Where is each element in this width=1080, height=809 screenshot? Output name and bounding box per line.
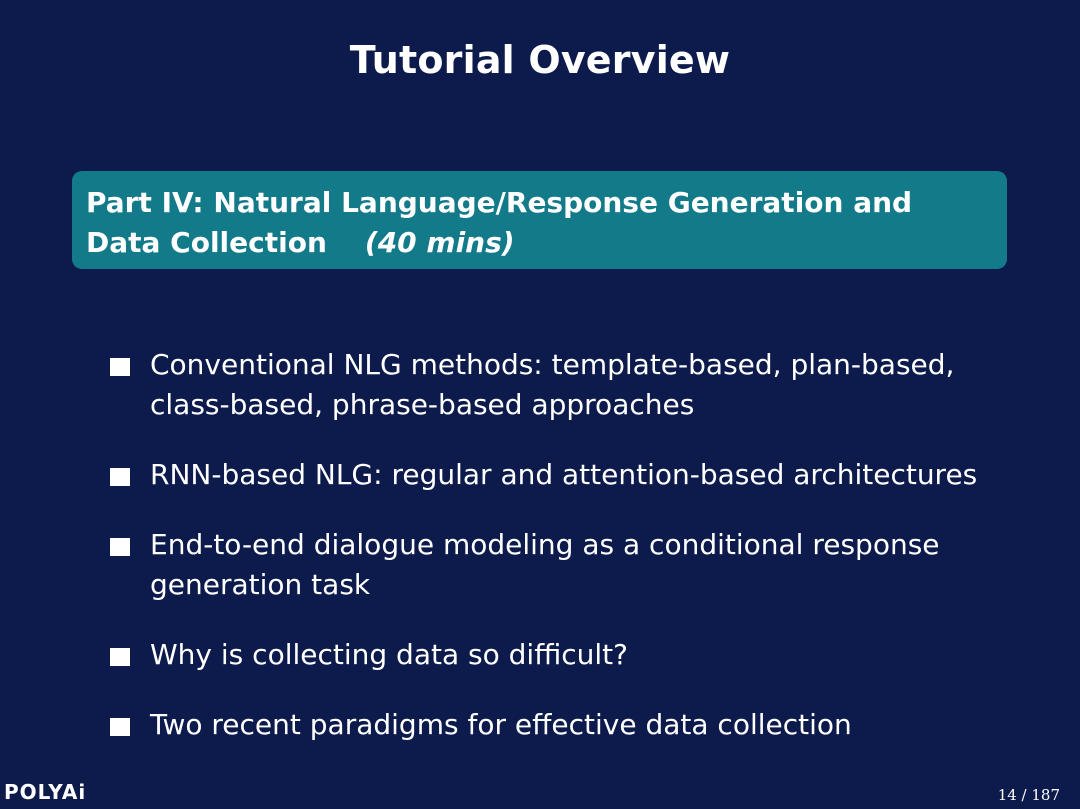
part-box (72, 171, 1007, 269)
bullet-text: Why is collecting data so difficult? (150, 638, 629, 671)
page-number: 14 / 187 (997, 786, 1060, 804)
slide-title: Tutorial Overview (349, 38, 731, 82)
bullet-item (110, 705, 1010, 745)
square-bullet-icon (110, 648, 130, 666)
square-bullet-icon (110, 468, 130, 486)
square-bullet-icon (110, 538, 130, 556)
part-heading: Part IV: Natural Language/Response Generation and Data Collection (86, 186, 913, 259)
part-duration: (40 mins) (364, 226, 515, 259)
polyai-logo: POLYAi (4, 780, 87, 804)
bullet-text: RNN-based NLG: regular and attention-based architectures (150, 458, 978, 491)
bullet-item (110, 345, 1010, 425)
square-bullet-icon (110, 358, 130, 376)
bullet-item (110, 525, 1010, 605)
bullet-text: Conventional NLG methods: template-based, plan-based, class-based, phrase-based approaches (150, 348, 955, 421)
bullet-list (110, 345, 1010, 775)
square-bullet-icon (110, 718, 130, 736)
bullet-text: End-to-end dialogue modeling as a conditional response generation task (150, 528, 940, 601)
bullet-item (110, 455, 1010, 495)
bullet-item (110, 635, 1010, 675)
bullet-text: Two recent paradigms for effective data collection (150, 708, 852, 741)
